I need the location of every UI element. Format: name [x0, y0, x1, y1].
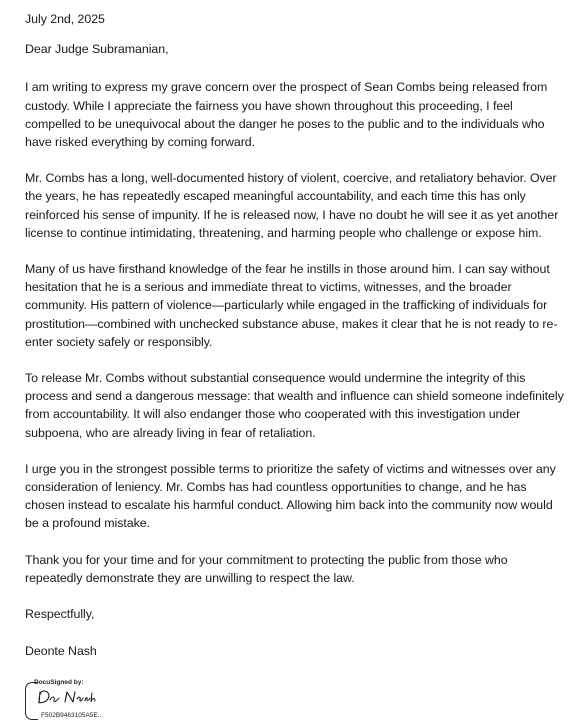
letter-paragraph-2: Mr. Combs has a long, well-documented history of violent, coercive, and retaliatory behavior. Over the years, he has repeatedly escaped meaningful accountability, and each time this has only reinforced his sense of impunity. If he is released now, I have no doubt he will see it as yet another license to continue intimidating, threatening, and harming people who challenge or expose him.: [25, 171, 559, 240]
docusign-signature-block: [25, 676, 135, 722]
letter-closing: Respectfully,: [25, 607, 95, 622]
signer-name: Deonte Nash: [25, 644, 97, 659]
letter-paragraph-6: Thank you for your time and for your commitment to protecting the public from those who repeatedly demonstrate they are unwilling to respect the law.: [25, 552, 508, 585]
letter-date: July 2nd, 2025: [25, 12, 105, 26]
docusign-envelope-id: F502B9463105A5E...: [41, 712, 104, 719]
handwritten-signature: [35, 686, 105, 708]
letter-salutation: Dear Judge Subramanian,: [25, 42, 169, 57]
letter-paragraph-4: To release Mr. Combs without substantial consequence would undermine the integrity of this process and send a dangerous message: that wealth and influence can shield someone indefinitely from accountability. It will also endanger those who cooperated with this investigation under subpoena, who are already living in fear of retaliation.: [25, 371, 564, 440]
letter-paragraph-3: Many of us have firsthand knowledge of the fear he instills in those around him. I can say without hesitation that he is a serious and immediate threat to victims, witnesses, and the broader community. His pattern of violence—particularly while engaged in the trafficking of individuals for prostitution—combined with unchecked substance abuse, makes it clear that he is not ready to re-enter society safely or responsibly.: [25, 262, 558, 349]
letter-body: [25, 10, 565, 660]
letter-paragraph-5: I urge you in the strongest possible terms to prioritize the safety of victims and witnesses over any consideration of leniency. Mr. Combs has had countless opportunities to change, and he has chosen instead to escalate his harmful conduct. Allowing him back into the community now would be a profound mistake.: [25, 461, 556, 531]
letter-paragraph-1: I am writing to express my grave concern over the prospect of Sean Combs being released from custody. While I appreciate the fairness you have shown throughout this proceeding, I feel compelled to be unequivocal about the danger he poses to the public and to the individuals who have risked everything by coming forward.: [25, 80, 548, 150]
docusign-label: DocuSigned by:: [34, 679, 84, 686]
